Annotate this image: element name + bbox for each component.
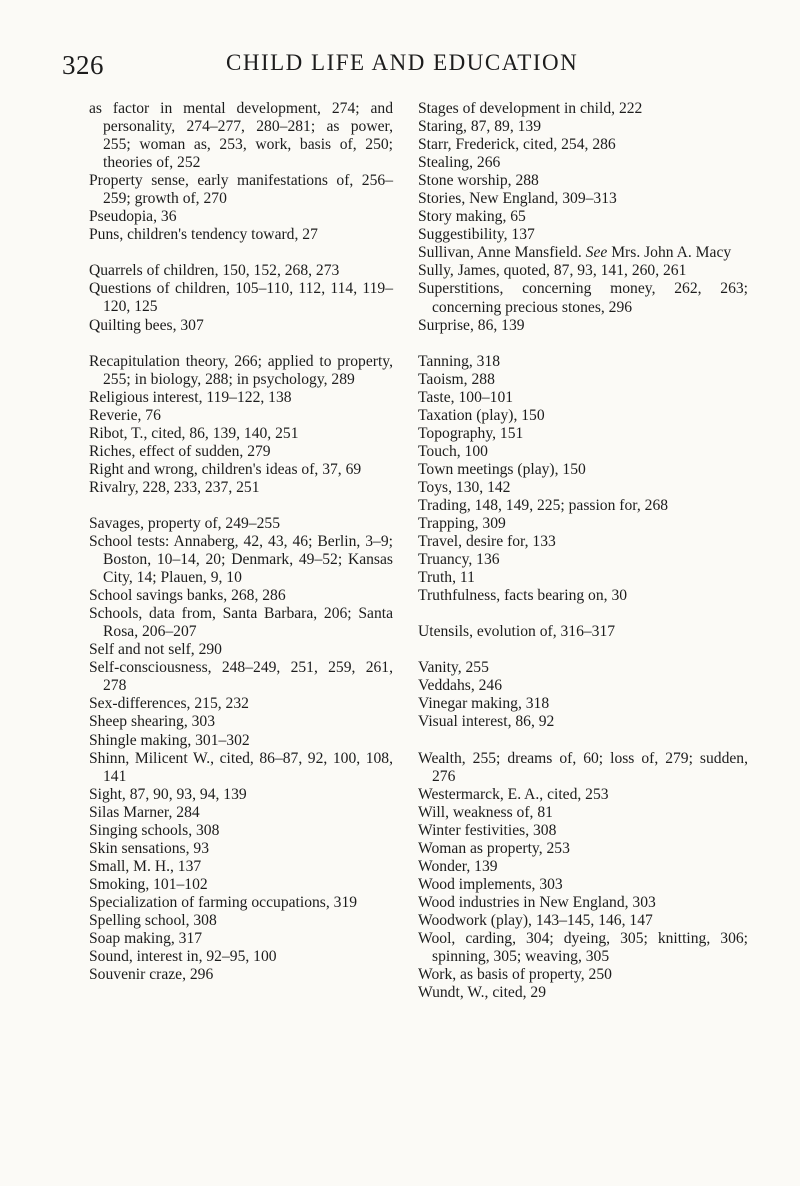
- index-entry: [418, 930, 748, 966]
- index-entry: [89, 208, 393, 226]
- index-entry-text: Sight, 87, 90, 93, 94, 139: [89, 785, 247, 803]
- index-entry-text: Savages, property of, 249–255: [89, 514, 280, 532]
- index-entry-text: Soap making, 317: [89, 930, 203, 948]
- index-entry-text: Work, as basis of property, 250: [418, 966, 612, 984]
- index-entry-text: Silas Marner, 284: [89, 803, 200, 821]
- index-entry: [418, 226, 748, 244]
- index-entry-text: Religious interest, 119–122, 138: [89, 388, 292, 406]
- index-entry-text: Quilting bees, 307: [89, 316, 204, 334]
- index-entry-text: Stone worship, 288: [418, 172, 539, 190]
- index-entry: [89, 930, 393, 948]
- index-entry: [418, 118, 748, 136]
- index-entry: [418, 677, 748, 695]
- index-entry-text: Truthfulness, facts bearing on, 30: [418, 587, 628, 605]
- index-entry: [418, 659, 748, 677]
- index-entry: [418, 190, 748, 208]
- index-entry-text: Sound, interest in, 92–95, 100: [89, 948, 277, 966]
- index-entry-text: Specialization of farming occupations, 319: [89, 893, 358, 911]
- index-entry-text: Schools, data from, Santa Barbara, 206; Santa Rosa, 206–207: [89, 605, 393, 641]
- index-entry-text: Quarrels of children, 150, 152, 268, 273: [89, 262, 340, 280]
- index-entry: [418, 317, 748, 335]
- index-entry-text: Veddahs, 246: [418, 677, 503, 695]
- index-entry: [418, 353, 748, 371]
- index-entry: [89, 786, 393, 804]
- index-entry-text: Taxation (play), 150: [418, 406, 545, 424]
- index-entry-text: Truth, 11: [418, 569, 475, 587]
- running-title: CHILD LIFE AND EDUCATION: [226, 50, 579, 75]
- index-entry-text: Wood industries in New England, 303: [418, 893, 656, 911]
- index-entry: [89, 804, 393, 822]
- index-entry: [89, 533, 393, 587]
- index-entry: [418, 389, 748, 407]
- index-entry: [89, 262, 393, 280]
- index-entry-text: Rivalry, 228, 233, 237, 251: [89, 478, 260, 496]
- index-entry: [418, 172, 748, 190]
- index-entry-text: Reverie, 76: [89, 406, 161, 424]
- index-entry: [418, 786, 748, 804]
- index-entry: [89, 353, 393, 389]
- index-entry: [418, 407, 748, 425]
- index-entry: [418, 713, 748, 731]
- index-entry: [89, 515, 393, 533]
- letter-group-gap: [89, 335, 393, 353]
- index-entry-text: Vinegar making, 318: [418, 695, 550, 713]
- index-entry: [89, 605, 393, 641]
- index-entry-text: Riches, effect of sudden, 279: [89, 442, 271, 460]
- page-number: 326: [62, 50, 104, 80]
- index-entry-text: Sex-differences, 215, 232: [89, 695, 249, 713]
- index-entry-text: Suggestibility, 137: [418, 226, 535, 244]
- index-entry: [418, 966, 748, 984]
- index-entry-text: Utensils, evolution of, 316–317: [418, 623, 616, 641]
- index-entry: [89, 317, 393, 335]
- index-entry-text: School tests: Annaberg, 42, 43, 46; Berlin, 3–9; Boston, 10–14, 20; Denmark, 49–52; Kansas City, 14; Plauen, 9, 10: [89, 532, 393, 587]
- index-entry: [89, 713, 393, 731]
- index-entry: [89, 894, 393, 912]
- index-entry-text: Skin sensations, 93: [89, 839, 209, 857]
- index-entry: [89, 912, 393, 930]
- index-entry-text: School savings banks, 268, 286: [89, 587, 286, 605]
- index-entry-text: Trading, 148, 149, 225; passion for, 268: [418, 496, 669, 514]
- index-entry-text: Truancy, 136: [418, 551, 500, 569]
- index-entry: [418, 912, 748, 930]
- index-entry-text: Stories, New England, 309–313: [418, 190, 617, 208]
- index-entry: [418, 984, 748, 1002]
- index-entry-text: Wool, carding, 304; dyeing, 305; knitting, 306; spinning, 305; weaving, 305: [418, 929, 748, 966]
- see-reference-target: Mrs. John A. Macy: [611, 244, 732, 262]
- index-entry: [89, 226, 393, 244]
- index-entry-text: Taoism, 288: [418, 370, 495, 388]
- letter-group-gap: [89, 244, 393, 262]
- index-entry-text: Wundt, W., cited, 29: [418, 984, 547, 1002]
- index-entry-text: Travel, desire for, 133: [418, 533, 556, 551]
- page-header: [62, 50, 762, 84]
- index-entry-text: Woman as property, 253: [418, 839, 570, 857]
- index-entry: [89, 461, 393, 479]
- index-entry: [89, 840, 393, 858]
- index-entry: [418, 750, 748, 786]
- index-entry-text: Trapping, 309: [418, 515, 506, 533]
- index-entry: [89, 750, 393, 786]
- index-column-left: [89, 100, 393, 984]
- index-entry: [418, 840, 748, 858]
- index-entry-text: Property sense, early manifestations of, 256–259; growth of, 270: [89, 172, 393, 208]
- index-entry-text: Starr, Frederick, cited, 254, 286: [418, 136, 616, 154]
- index-entry: [418, 479, 748, 497]
- index-entry: [89, 858, 393, 876]
- index-entry-text: Sully, James, quoted, 87, 93, 141, 260, 261: [418, 262, 687, 280]
- index-entry: [89, 587, 393, 605]
- index-entry: [418, 858, 748, 876]
- index-entry: [89, 389, 393, 407]
- index-entry: [418, 695, 748, 713]
- see-reference: See: [585, 244, 608, 262]
- index-entry-text: Spelling school, 308: [89, 911, 217, 929]
- index-entry-text: Topography, 151: [418, 424, 524, 442]
- index-column-right: [418, 100, 748, 1002]
- index-entry-text: Toys, 130, 142: [418, 478, 511, 496]
- index-entry-text: Singing schools, 308: [89, 821, 220, 839]
- index-entry: [418, 804, 748, 822]
- letter-group-gap: [418, 335, 748, 353]
- index-entry: [418, 280, 748, 316]
- index-entry: [89, 641, 393, 659]
- index-entry: [89, 172, 393, 208]
- index-entry-text: Stages of development in child, 222: [418, 100, 643, 117]
- index-entry: [418, 100, 748, 118]
- index-entry-text: Surprise, 86, 139: [418, 316, 525, 334]
- index-entry-text: Wood implements, 303: [418, 875, 563, 893]
- index-entry: [418, 822, 748, 840]
- index-entry-text: Small, M. H., 137: [89, 857, 202, 875]
- index-entry: [418, 371, 748, 389]
- index-entry-text: Souvenir craze, 296: [89, 966, 214, 984]
- letter-group-gap: [418, 732, 748, 750]
- index-entry-text: Superstitions, concerning money, 262, 263; concerning precious stones, 296: [418, 280, 748, 316]
- index-entry-text: Right and wrong, children's ideas of, 37, 69: [89, 460, 362, 478]
- index-entry: [418, 244, 748, 262]
- index-entry-text: Self-consciousness, 248–249, 251, 259, 261, 278: [89, 659, 393, 695]
- index-entry-text: Questions of children, 105–110, 112, 114, 119–120, 125: [89, 280, 393, 316]
- index-entry: [418, 154, 748, 172]
- index-entry: [89, 479, 393, 497]
- index-entry-text: Puns, children's tendency toward, 27: [89, 226, 318, 244]
- index-entry-text: Story making, 65: [418, 208, 526, 226]
- index-entry: [89, 100, 393, 172]
- index-entry-text: Westermarck, E. A., cited, 253: [418, 785, 609, 803]
- index-entry-text: Town meetings (play), 150: [418, 460, 586, 478]
- index-entry: [418, 208, 748, 226]
- index-entry-text: Will, weakness of, 81: [418, 803, 553, 821]
- index-entry: [418, 587, 748, 605]
- index-entry-text: Vanity, 255: [418, 659, 489, 677]
- index-entry-text: Woodwork (play), 143–145, 146, 147: [418, 911, 653, 929]
- index-entry: [89, 732, 393, 750]
- index-entry-text: Wealth, 255; dreams of, 60; loss of, 279; sudden, 276: [418, 749, 748, 785]
- index-entry: [89, 425, 393, 443]
- index-entry: [418, 894, 748, 912]
- index-entry-text: Winter festivities, 308: [418, 821, 557, 839]
- index-entry-text: as factor in mental development, 274; and personality, 274–277, 280–281; as power, 255; woman as, 253, work, basis of, 250; theories of, 252: [89, 100, 393, 172]
- index-entry-text: Taste, 100–101: [418, 388, 514, 406]
- index-entry-text: Self and not self, 290: [89, 641, 222, 659]
- index-entry-text: Sullivan, Anne Mansfield.: [418, 244, 582, 262]
- index-entry: [89, 876, 393, 894]
- index-entry: [89, 822, 393, 840]
- index-entry: [418, 461, 748, 479]
- index-entry: [89, 659, 393, 695]
- index-entry: [418, 876, 748, 894]
- index-entry: [418, 515, 748, 533]
- index-entry: [89, 695, 393, 713]
- index-entry: [418, 443, 748, 461]
- index-entry: [89, 407, 393, 425]
- letter-group-gap: [418, 605, 748, 623]
- index-entry: [89, 443, 393, 461]
- index-entry-text: Shinn, Milicent W., cited, 86–87, 92, 100, 108, 141: [89, 749, 393, 785]
- index-entry: [418, 136, 748, 154]
- index-entry: [418, 569, 748, 587]
- index-entry-text: Tanning, 318: [418, 352, 501, 370]
- index-entry-text: Smoking, 101–102: [89, 875, 208, 893]
- index-entry: [418, 262, 748, 280]
- index-entry-text: Wonder, 139: [418, 857, 498, 875]
- index-entry: [89, 966, 393, 984]
- index-entry: [418, 533, 748, 551]
- index-entry-text: Visual interest, 86, 92: [418, 713, 555, 731]
- index-entry-text: Recapitulation theory, 266; applied to property, 255; in biology, 288; in psychology, 289: [89, 352, 393, 388]
- index-entry: [89, 280, 393, 316]
- letter-group-gap: [418, 641, 748, 659]
- index-entry-text: Pseudopia, 36: [89, 208, 177, 226]
- letter-group-gap: [89, 497, 393, 515]
- index-entry-text: Stealing, 266: [418, 154, 501, 172]
- index-entry-text: Shingle making, 301–302: [89, 731, 250, 749]
- index-entry-text: Ribot, T., cited, 86, 139, 140, 251: [89, 424, 299, 442]
- index-entry-text: Staring, 87, 89, 139: [418, 118, 542, 136]
- index-entry-text: Sheep shearing, 303: [89, 713, 216, 731]
- index-entry: [418, 425, 748, 443]
- index-entry-text: Touch, 100: [418, 442, 488, 460]
- index-entry: [418, 623, 748, 641]
- index-entry: [418, 551, 748, 569]
- index-entry: [418, 497, 748, 515]
- index-entry: [89, 948, 393, 966]
